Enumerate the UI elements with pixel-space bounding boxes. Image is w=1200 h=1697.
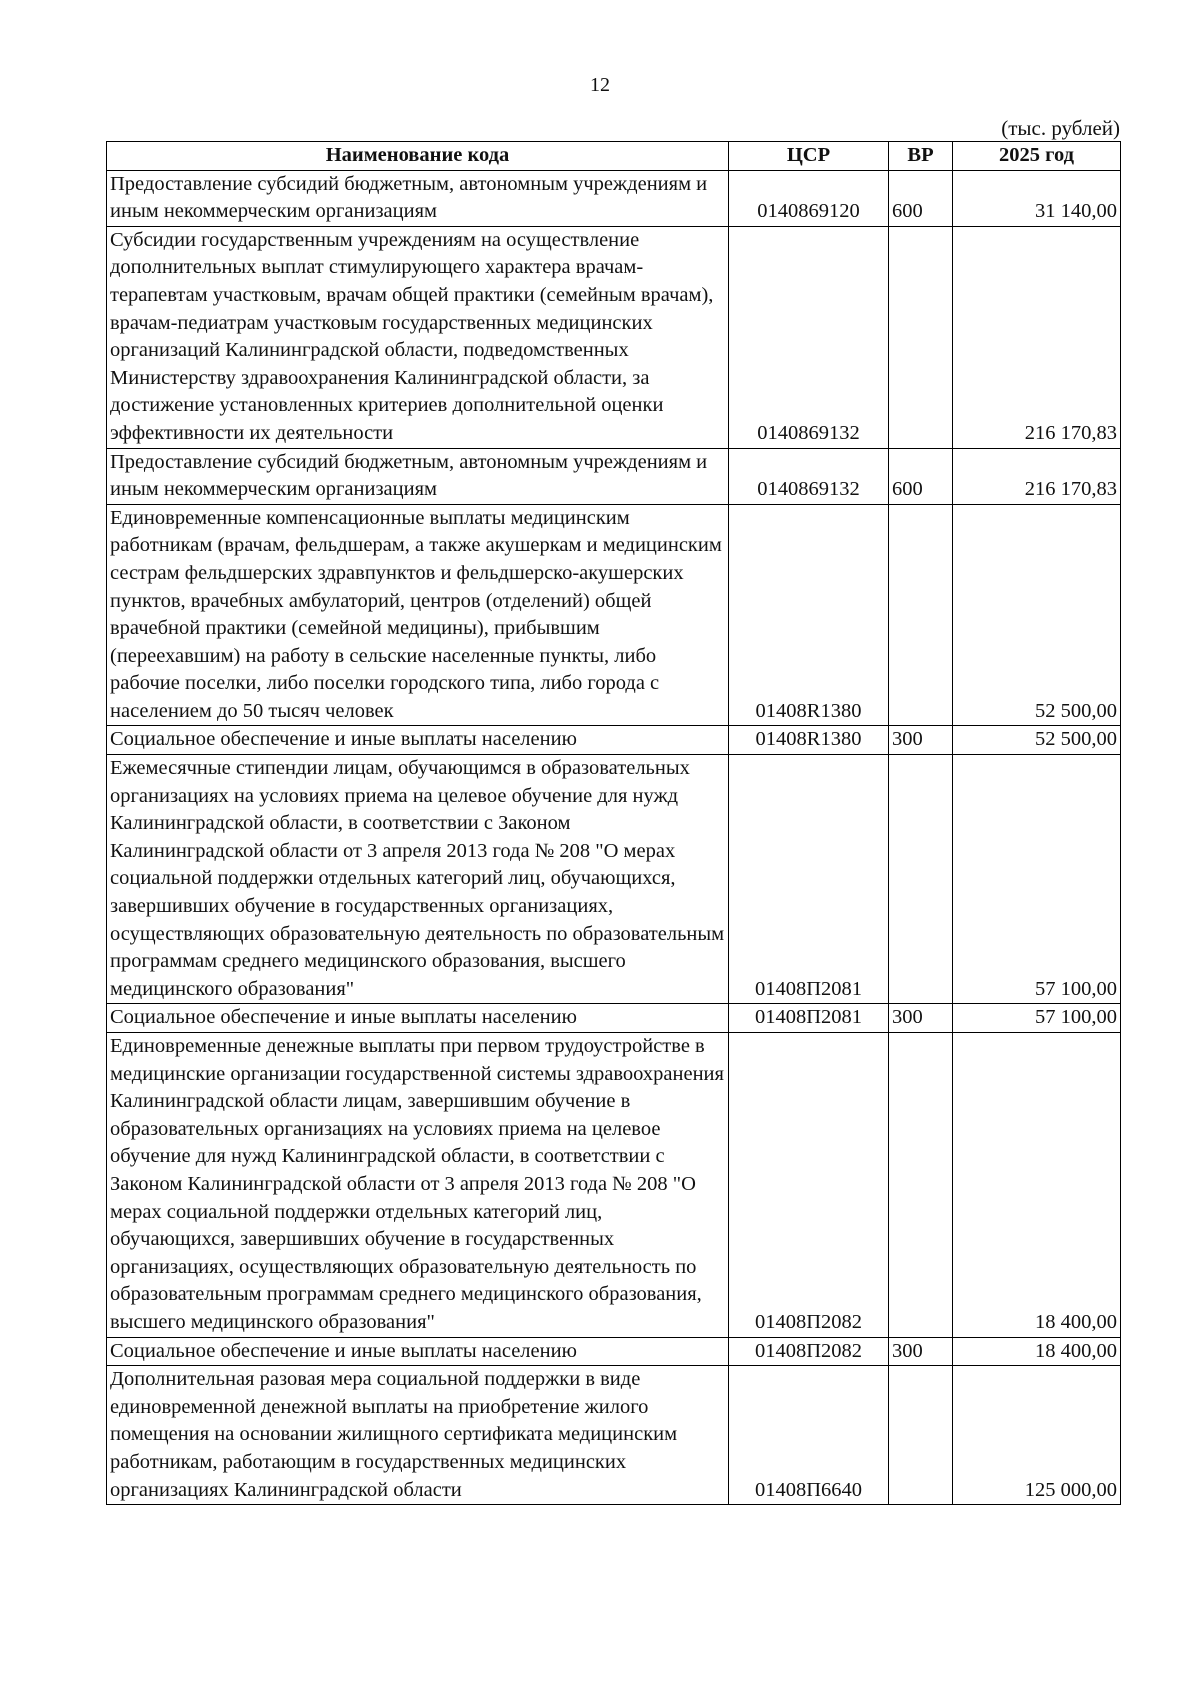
row-sum: 52 500,00 <box>953 726 1121 755</box>
table-row <box>107 1366 1121 1505</box>
row-sum: 57 100,00 <box>953 755 1121 1004</box>
table-row <box>107 1337 1121 1366</box>
row-name: Единовременные компенсационные выплаты медицинским работникам (врачам, фельдшерам, а также акушеркам и медицинским сестрам фельдшерских здравпунктов и фельдшерско-акушерских пунктов, врачебных амбулаторий, центров (отделений) общей врачебной практики (семейной медицины), прибывшим (переехавшим) на работу в сельские населенные пункты, либо рабочие поселки, либо поселки городского типа, либо города с населением до 50 тысяч человек <box>107 504 729 726</box>
row-vr: 300 <box>889 1337 953 1366</box>
row-csr: 01408R1380 <box>729 504 889 726</box>
table-row <box>107 726 1121 755</box>
row-vr: 600 <box>889 448 953 504</box>
page-number: 12 <box>590 74 610 96</box>
row-csr: 0140869120 <box>729 170 889 226</box>
row-vr: 600 <box>889 170 953 226</box>
row-sum: 216 170,83 <box>953 448 1121 504</box>
row-vr: 300 <box>889 1004 953 1033</box>
budget-table <box>106 141 1121 1505</box>
row-vr <box>889 504 953 726</box>
row-csr: 01408П2082 <box>729 1033 889 1338</box>
row-csr: 01408R1380 <box>729 726 889 755</box>
row-sum: 216 170,83 <box>953 226 1121 448</box>
table-row <box>107 170 1121 226</box>
row-sum: 52 500,00 <box>953 504 1121 726</box>
row-vr <box>889 1366 953 1505</box>
table-row <box>107 755 1121 1004</box>
row-name: Дополнительная разовая мера социальной поддержки в виде единовременной денежной выплаты на приобретение жилого помещения на основании жилищного сертификата медицинским работникам, работающим в государственных медицинских организациях Калининградской области <box>107 1366 729 1505</box>
row-vr <box>889 1033 953 1338</box>
table-header-row <box>107 142 1121 171</box>
header-name: Наименование кода <box>107 142 729 171</box>
header-year: 2025 год <box>953 142 1121 171</box>
row-sum: 18 400,00 <box>953 1033 1121 1338</box>
row-csr: 01408П2081 <box>729 755 889 1004</box>
row-vr: 300 <box>889 726 953 755</box>
row-name: Предоставление субсидий бюджетным, автономным учреждениям и иным некоммерческим организациям <box>107 170 729 226</box>
row-name: Социальное обеспечение и иные выплаты населению <box>107 726 729 755</box>
units-label: (тыс. рублей) <box>1001 116 1120 140</box>
row-sum: 31 140,00 <box>953 170 1121 226</box>
row-csr: 01408П6640 <box>729 1366 889 1505</box>
row-vr <box>889 755 953 1004</box>
row-csr: 01408П2081 <box>729 1004 889 1033</box>
header-vr: ВР <box>889 142 953 171</box>
row-name: Субсидии государственным учреждениям на осуществление дополнительных выплат стимулирующего характера врачам-терапевтам участковым, врачам общей практики (семейным врачам), врачам-педиатрам участковым государственных медицинских организаций Калининградской области, подведомственных Министерству здравоохранения Калининградской области, за достижение установленных критериев дополнительной оценки эффективности их деятельности <box>107 226 729 448</box>
row-name: Социальное обеспечение и иные выплаты населению <box>107 1337 729 1366</box>
row-sum: 125 000,00 <box>953 1366 1121 1505</box>
row-csr: 0140869132 <box>729 226 889 448</box>
table-row <box>107 1033 1121 1338</box>
table-row <box>107 448 1121 504</box>
row-name: Социальное обеспечение и иные выплаты населению <box>107 1004 729 1033</box>
row-name: Предоставление субсидий бюджетным, автономным учреждениям и иным некоммерческим организациям <box>107 448 729 504</box>
row-name: Ежемесячные стипендии лицам, обучающимся в образовательных организациях на условиях приема на целевое обучение для нужд Калининградской области, в соответствии с Законом Калининградской области от 3 апреля 2013 года № 208 "О мерах социальной поддержки отдельных категорий лиц, обучающихся, завершивших обучение в государственных организациях, осуществляющих образовательную деятельность по образовательным программам среднего медицинского образования, высшего медицинского образования" <box>107 755 729 1004</box>
table-row <box>107 504 1121 726</box>
row-name: Единовременные денежные выплаты при первом трудоустройстве в медицинские организации государственной системы здравоохранения Калининградской области лицам, завершившим обучение в образовательных организациях на условиях приема на целевое обучение для нужд Калининградской области, в соответствии с Законом Калининградской области от 3 апреля 2013 года № 208 "О мерах социальной поддержки отдельных категорий лиц, обучающихся, завершивших обучение в государственных организациях, осуществляющих образовательную деятельность по образовательным программам среднего медицинского образования, высшего медицинского образования" <box>107 1033 729 1338</box>
table-row <box>107 1004 1121 1033</box>
row-sum: 57 100,00 <box>953 1004 1121 1033</box>
row-csr: 0140869132 <box>729 448 889 504</box>
table-row <box>107 226 1121 448</box>
header-csr: ЦСР <box>729 142 889 171</box>
row-sum: 18 400,00 <box>953 1337 1121 1366</box>
row-vr <box>889 226 953 448</box>
row-csr: 01408П2082 <box>729 1337 889 1366</box>
